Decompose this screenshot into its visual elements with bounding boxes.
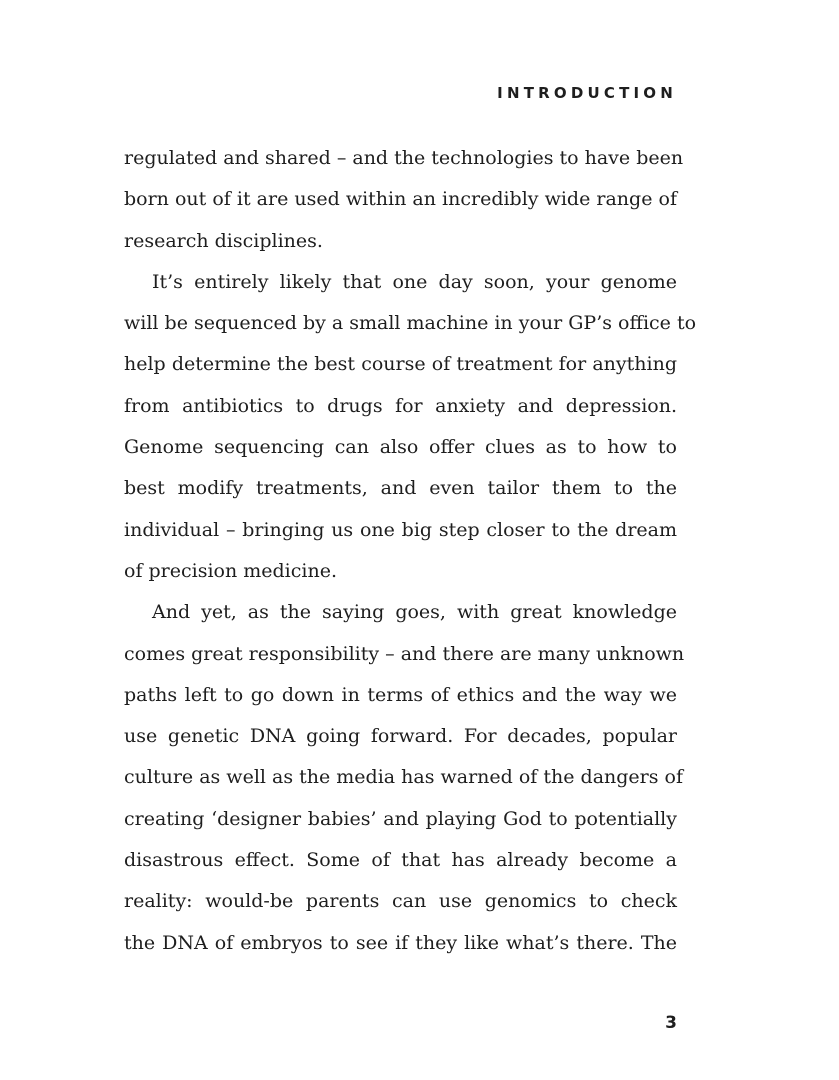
text-line: regulated and shared – and the technologies to have been: [124, 147, 684, 169]
text-line: born out of it are used within an incredibly wide range of: [124, 188, 677, 211]
text-line: from antibiotics to drugs for anxiety and depression.: [124, 394, 677, 417]
text-line: Genome sequencing can also offer clues as to how to: [124, 436, 677, 459]
text-line: creating ‘designer babies’ and playing God to potentially: [124, 807, 677, 830]
page-number: 3: [665, 1013, 677, 1033]
text-line: paths left to go down in terms of ethics and the way we: [124, 683, 677, 706]
text-line: It’s entirely likely that one day soon, your genome: [152, 270, 677, 293]
paragraph: [124, 592, 685, 964]
text-line: of precision medicine.: [124, 559, 337, 582]
text-line: will be sequenced by a small machine in your GP’s office to: [124, 312, 697, 335]
text-line: reality: would-be parents can use genomics to check: [124, 890, 677, 913]
text-line: culture as well as the media has warned of the dangers of: [124, 766, 684, 789]
text-line: comes great responsibility – and there are many unknown: [124, 642, 685, 665]
text-line: research disciplines.: [124, 229, 323, 252]
paragraph: [124, 262, 697, 592]
running-head: INTRODUCTION: [497, 84, 677, 102]
text-line: best modify treatments, and even tailor them to the: [124, 477, 677, 500]
text-line: individual – bringing us one big step closer to the dream: [124, 518, 677, 541]
body-text: [124, 138, 697, 964]
text-line: disastrous effect. Some of that has already become a: [124, 849, 677, 872]
text-line: use genetic DNA going forward. For decades, popular: [124, 725, 677, 748]
paragraph: [124, 138, 684, 262]
text-line: And yet, as the saying goes, with great knowledge: [152, 601, 677, 624]
text-line: the DNA of embryos to see if they like what’s there. The: [124, 931, 677, 954]
text-line: help determine the best course of treatment for anything: [124, 353, 677, 376]
